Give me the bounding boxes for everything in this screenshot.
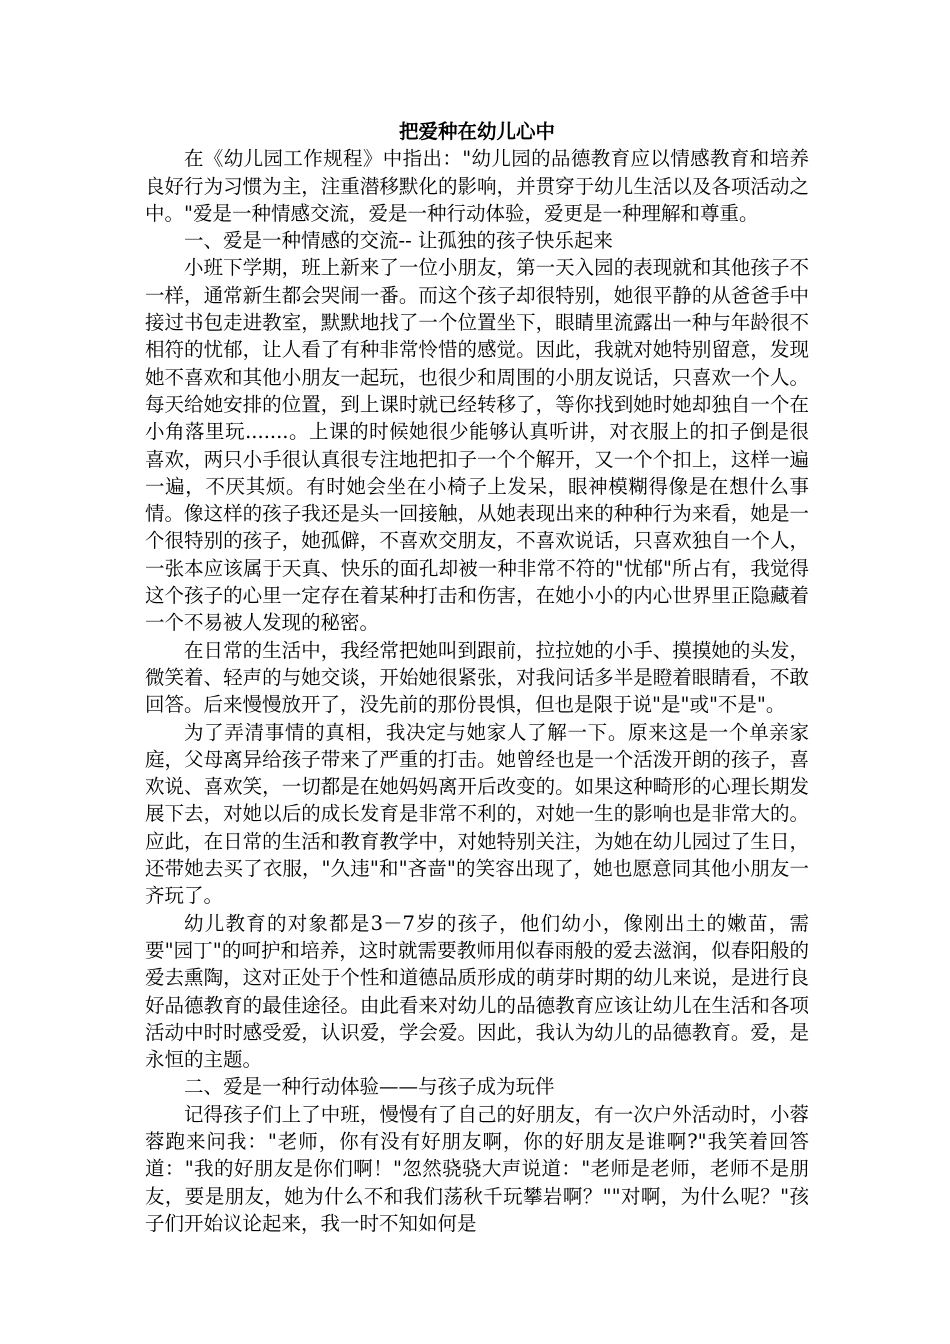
body-paragraph: 记得孩子们上了中班，慢慢有了自己的好朋友，有一次户外活动时，小蓉蓉跑来问我："老师，你有没有好朋友啊，你的好朋友是谁啊?"我笑着回答道："我的好朋友是你们啊！"忽然骁骁大声说道："老师是老师，老师不是朋友，要是朋友，她为什么不和我们荡秋千玩攀岩啊？""对啊，为什么呢？"孩子们开始议论起来，我一时不知如何是 bbox=[145, 1102, 809, 1235]
section-heading-2: 二、爱是一种行动体验——与孩子成为玩伴 bbox=[184, 1075, 555, 1099]
body-paragraph: 小班下学期，班上新来了一位小朋友，第一天入园的表现就和其他孩子不一样，通常新生都会哭闹一番。而这个孩子却很特别，她很平静的从爸爸手中接过书包走进教室，默默地找了一个位置坐下，眼睛里流露出一种与年龄很不相符的忧郁，让人看了有种非常怜惜的感觉。因此，我就对她特别留意，发现她不喜欢和其他小朋友一起玩，也很少和周围的小朋友说话，只喜欢一个人。每天给她安排的位置，到上课时就已经转移了，等你找到她时她却独自一个在小角落里玩.......。上课的时候她很少能够认真听讲，对衣服上的扣子倒是很喜欢，两只小手很认真很专注地把扣子一个个解开，又一个个扣上，这样一遍一遍，不厌其烦。有时她会坐在小椅子上发呆，眼神模糊得像是在想什么事情。像这样的孩子我还是头一回接触，从她表现出来的种种行为来看，她是一个很特别的孩子，她孤僻，不喜欢交朋友，不喜欢说话，只喜欢独自一个人，一张本应该属于天真、快乐的面孔却被一种非常不符的"忧郁"所占有，我觉得这个孩子的心里一定存在着某种打击和伤害，在她小小的内心世界里正隐藏着一个不易被人发现的秘密。 bbox=[145, 256, 809, 635]
document-title: 把爱种在幼儿心中 bbox=[398, 120, 555, 143]
intro-paragraph: 在《幼儿园工作规程》中指出："幼儿园的品德教育应以情感教育和培养良好行为习惯为主，注重潜移默化的影响，并贯穿于幼儿生活以及各项活动之中。"爱是一种情感交流，爱是一种行动体验，爱更是一种理解和尊重。 bbox=[145, 147, 809, 225]
section-heading-1: 一、爱是一种情感的交流-- 让孤独的孩子快乐起来 bbox=[184, 229, 613, 253]
body-paragraph: 为了弄清事情的真相，我决定与她家人了解一下。原来这是一个单亲家庭，父母离异给孩子带来了严重的打击。她曾经也是一个活泼开朗的孩子，喜欢说、喜欢笑，一切都是在她妈妈离开后改变的。如果这种畸形的心理长期发展下去，对她以后的成长发育是非常不利的，对她一生的影响也是非常大的。应此，在日常的生活和教育教学中，对她特别关注，为她在幼儿园过了生日，还带她去买了衣服，"久违"和"吝啬"的笑容出现了，她也愿意同其他小朋友一齐玩了。 bbox=[145, 720, 809, 908]
body-paragraph: 幼儿教育的对象都是3－7岁的孩子，他们幼小，像刚出土的嫩苗，需要"园丁"的呵护和培养，这时就需要教师用似春雨般的爱去滋润，似春阳般的爱去熏陶，这对正处于个性和道德品质形成的萌芽时期的幼儿来说，是进行良好品德教育的最佳途径。由此看来对幼儿的品德教育应该让幼儿在生活和各项活动中时时感受爱，认识爱，学会爱。因此，我认为幼儿的品德教育。爱，是永恒的主题。 bbox=[145, 911, 809, 1072]
document-page bbox=[145, 118, 809, 1237]
body-paragraph: 在日常的生活中，我经常把她叫到跟前，拉拉她的小手、摸摸她的头发，微笑着、轻声的与她交谈，开始她很紧张，对我问话多半是瞪着眼睛看，不敢回答。后来慢慢放开了，没先前的那份畏惧，但也是限于说"是"或"不是"。 bbox=[145, 638, 809, 717]
